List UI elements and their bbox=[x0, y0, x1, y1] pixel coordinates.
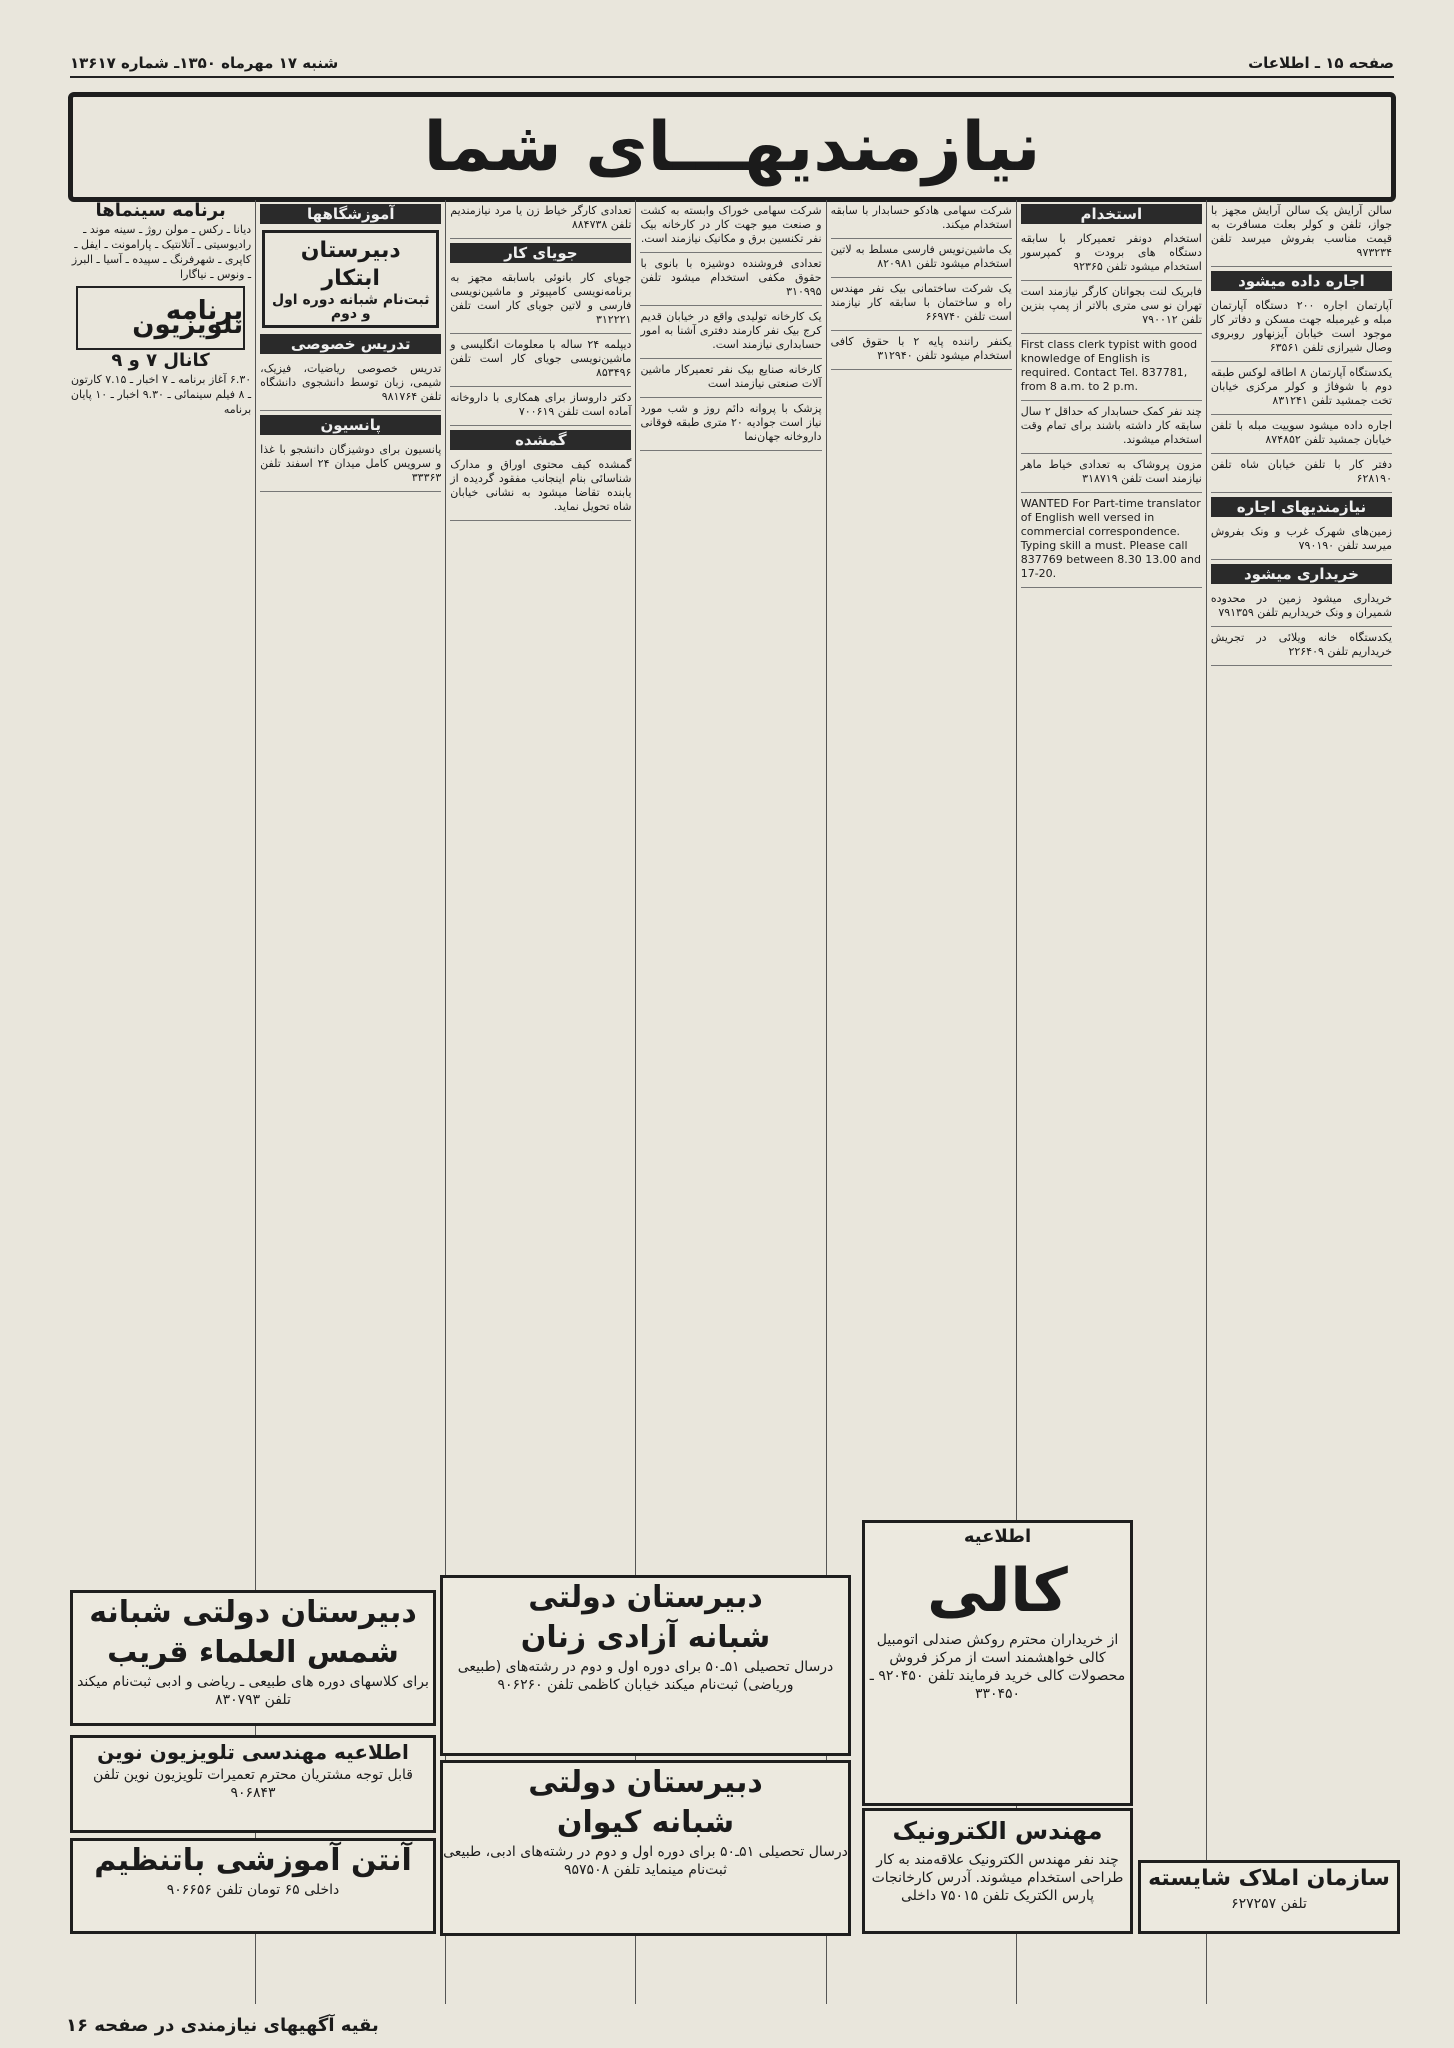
section-heading: گمشده bbox=[450, 430, 631, 450]
school-ad-shams: دبیرستان دولتی شبانه شمس العلماء قریب برای کلاسهای دوره های طبیعی ـ ریاضی و ادبی ثبت‌نام میکند تلفن ۸۳۰۷۹۳ bbox=[70, 1590, 436, 1726]
running-header bbox=[70, 54, 1394, 78]
list-item: یک ماشین‌نویس فارسی مسلط به لاتین استخدام میشود تلفن ۸۲۰۹۸۱ bbox=[831, 239, 1012, 278]
list-item: دکتر داروساز برای همکاری با داروخانه آماده است تلفن ۷۰۰۶۱۹ bbox=[450, 387, 631, 426]
list-item: کارخانه صنایع بیک نفر تعمیرکار ماشین آلات صنعتی نیازمند است bbox=[640, 359, 821, 398]
list-item: یکدستگاه آپارتمان ۸ اطاقه لوکس طبقه دوم با شوفاژ و کولر مرکزی خیابان تخت جمشید تلفن ۸۳۱۲۴۱ bbox=[1211, 362, 1392, 415]
list-item: فابریک لنت بجوانان کارگر نیازمند است تهران نو سی متری بالاتر از پمپ بنزین تلفن ۷۹۰۰۱۲ bbox=[1021, 281, 1202, 334]
column-6 bbox=[255, 200, 445, 2004]
list-item: شرکت سهامی هادکو حسابدار با سابقه استخدام میکند. bbox=[831, 200, 1012, 239]
real-estate-ad: سازمان املاک شایسته تلفن ۶۲۷۲۵۷ bbox=[1138, 1860, 1400, 1934]
list-item: First class clerk typist with good knowledge of English is required. Contact Tel. 837781, from 8 a.m. to 2 p.m. bbox=[1021, 334, 1202, 401]
list-item: مزون پروشاک به تعدادی خیاط ماهر نیازمند است تلفن ۳۱۸۷۱۹ bbox=[1021, 454, 1202, 493]
list-item: دفتر کار با تلفن خیابان شاه تلفن ۶۲۸۱۹۰ bbox=[1211, 454, 1392, 493]
column-7 bbox=[66, 200, 255, 2004]
list-item: یکدستگاه خانه ویلائی در تجریش خریداریم تلفن ۲۲۶۴۰۹ bbox=[1211, 627, 1392, 666]
tv-engineer-notice: اطلاعیه مهندسی تلویزیون نوین قابل توجه مشتریان محترم تعمیرات تلویزیون نوین تلفن ۹۰۶۸۴۳ bbox=[70, 1735, 436, 1833]
list-item: تعدادی فروشنده دوشیزه با بانوی با حقوق مکفی استخدام میشود تلفن ۳۱۰۹۹۵ bbox=[640, 253, 821, 306]
section-heading: استخدام bbox=[1021, 204, 1202, 224]
cinema-heading: برنامه سینماها bbox=[95, 200, 226, 221]
section-heading: آموزشگاهها bbox=[260, 204, 441, 224]
list-item: یک شرکت ساختمانی بیک نفر مهندس راه و ساختمان با سابقه کار نیازمند است تلفن ۶۶۹۷۴۰ bbox=[831, 278, 1012, 331]
section-heading: اجاره داده میشود bbox=[1211, 271, 1392, 291]
list-item: شرکت سهامی خوراک وابسته به کشت و صنعت میو جهت کار در کارخانه بیک نفر تکنسین برق و مکانیک نیازمند است. bbox=[640, 200, 821, 253]
section-heading: نیازمندیهای اجاره bbox=[1211, 497, 1392, 517]
school-ad-azadi: دبیرستان دولتی شبانه آزادی زنان درسال تحصیلی ۵۱ـ۵۰ برای دوره اول و دوم در رشته‌های (طبیعی وریاضی) ثبت‌نام میکند خیابان کاظمی تلفن ۹۰۶۲۶۰ bbox=[440, 1575, 851, 1756]
list-item: یکنفر راننده پایه ۲ با حقوق کافی استخدام میشود تلفن ۳۱۲۹۴۰ bbox=[831, 331, 1012, 370]
list-item: خریداری میشود زمین در محدوده شمیران و ونک خریداریم تلفن ۷۹۱۳۵۹ bbox=[1211, 588, 1392, 627]
section-heading: پانسیون bbox=[260, 415, 441, 435]
list-item: آپارتمان اجاره ۲۰۰ دستگاه آپارتمان مبله و غیرمبله جهت مسکن و دفاتر کار موجود است خیابان آیزنهاور روبروی وصال شیرازی تلفن ۶۳۵۶۱ bbox=[1211, 295, 1392, 362]
section-heading: تدریس خصوصی bbox=[260, 334, 441, 354]
list-item: چند نفر کمک حسابدار که حداقل ۲ سال سابقه کار داشته باشند برای تمام وقت استخدام میشوند. bbox=[1021, 401, 1202, 454]
list-item: استخدام دونفر تعمیرکار با سابقه دستگاه های برودت و کمپرسور استخدام میشود تلفن ۹۲۳۶۵ bbox=[1021, 228, 1202, 281]
list-item: پزشک با پروانه دائم روز و شب مورد نیاز است جوادیه ۲۰ متری طبقه فوقانی داروخانه جهان‌نما bbox=[640, 398, 821, 451]
list-item: پانسیون برای دوشیزگان دانشجو با غذا و سرویس کامل میدان ۲۴ اسفند تلفن ۳۳۳۶۳ bbox=[260, 439, 441, 492]
list-item: WANTED For Part-time translator of English well versed in commercial correspondence. Typing skill a must. Please call 837769 between 8.30 13.00 and 17-20. bbox=[1021, 493, 1202, 588]
date-label: شنبه ۱۷ مهرماه ۱۳۵۰ـ شماره ۱۳۶۱۷ bbox=[70, 54, 339, 72]
tv-schedule: ۶.۳۰ آغاز برنامه ـ ۷ اخبار ـ ۷.۱۵ کارتون ـ ۸ فیلم سینمائی ـ ۹.۳۰ اخبار ـ ۱۰ پایان برنامه bbox=[70, 373, 252, 416]
cinema-list: دیانا ـ رکس ـ مولن روژ ـ سینه موند ـ رادیوسیتی ـ آتلانتیک ـ پارامونت ـ ایفل ـ کاپری ـ شهرفرنگ ـ سپیده ـ آسیا ـ البرز ـ ونوس ـ نیاگارا bbox=[71, 223, 252, 281]
tv-channel: کانال ۷ و ۹ bbox=[111, 350, 210, 371]
list-item: گمشده کیف محتوی اوراق و مدارک شناسائی بنام اینجانب مفقود گردیده از یابنده تقاضا میشود به نشانی خیابان شاه تحویل نماید. bbox=[450, 454, 631, 521]
list-item: یک کارخانه تولیدی واقع در خیابان قدیم کرج بیک نفر کارمند دفتری آشنا به امور حسابداری نیازمند است. bbox=[640, 306, 821, 359]
antenna-ad: آنتن آموزشی باتنظیم داخلی ۶۵ تومان تلفن ۹۰۶۶۵۶ bbox=[70, 1838, 436, 1934]
list-item: جویای کار بانوئی باسابقه مجهز به برنامه‌نویسی کامپیوتر و ماشین‌نویسی فارسی و لاتین جویای کار است تلفن ۳۱۲۲۲۱ bbox=[450, 267, 631, 334]
school-ad-ebtekar: دبیرستان ابتکار ثبت‌نام شبانه دوره اول و دوم bbox=[262, 230, 439, 328]
tv-program-logo: برنامه تلویزیون bbox=[76, 286, 245, 350]
list-item: تعدادی کارگر خیاط زن یا مرد نیازمندیم تلفن ۸۸۴۷۳۸ bbox=[450, 200, 631, 239]
list-item: تدریس خصوصی ریاضیات، فیزیک، شیمی، زبان توسط دانشجوی دانشگاه تلفن ۹۸۱۷۶۴ bbox=[260, 358, 441, 411]
school-ad-keyvan: دبیرستان دولتی شبانه کیوان درسال تحصیلی ۵۱ـ۵۰ برای دوره اول و دوم در رشته‌های ادبی، طبیعی ثبت‌نام مینماید تلفن ۹۵۷۵۰۸ bbox=[440, 1760, 851, 1936]
continuation-note: بقیه آگهیهای نیازمندی در صفحه ۱۶ bbox=[66, 2015, 379, 2036]
list-item: سالن آرایش یک سالن آرایش مجهز با جواز، تلفن و کولر بعلت مسافرت به قیمت مناسب بفروش میرسد تلفن ۹۷۳۲۳۴ bbox=[1211, 200, 1392, 267]
page-title: نیازمندیهـــای شما bbox=[68, 92, 1396, 202]
electronic-engineer-ad: مهندس الکترونیک چند نفر مهندس الکترونیک علاقه‌مند به کار طراحی استخدام میشوند. آدرس کارخانجات پارس الکتریک تلفن ۷۵۰۱۵ داخلی bbox=[862, 1808, 1133, 1934]
column-1 bbox=[1206, 200, 1396, 2004]
list-item: زمین‌های شهرک غرب و ونک بفروش میرسد تلفن ۷۹۰۱۹۰ bbox=[1211, 521, 1392, 560]
section-heading: خریداری میشود bbox=[1211, 564, 1392, 584]
section-heading: جویای کار bbox=[450, 243, 631, 263]
list-item: دیپلمه ۲۴ ساله با معلومات انگلیسی و ماشین‌نویسی جویای کار است تلفن ۸۵۳۴۹۶ bbox=[450, 334, 631, 387]
kala-notice: اطلاعیه کالی از خریداران محترم روکش صندلی اتومبیل کالی خواهشمند است از مرکز فروش محصولات کالی خرید فرمایند تلفن ۹۲۰۴۵۰ ـ ۳۳۰۴۵۰ bbox=[862, 1520, 1133, 1806]
page-label: صفحه ۱۵ ـ اطلاعات bbox=[1248, 54, 1394, 72]
list-item: اجاره داده میشود سوییت مبله با تلفن خیابان جمشید تلفن ۸۷۴۸۵۲ bbox=[1211, 415, 1392, 454]
